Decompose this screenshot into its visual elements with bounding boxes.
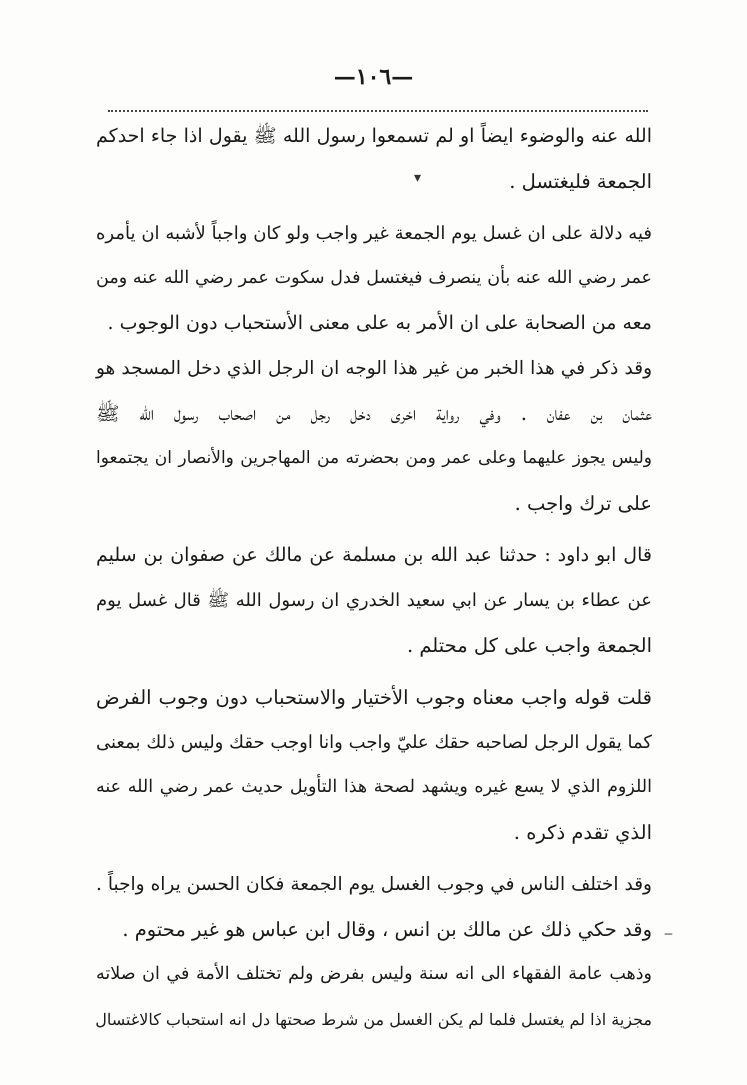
text-line: وليس يجوز عليهما وعلى عمر ومن بحضرته من المهاجرين والأنصار ان يجتمعوا bbox=[96, 448, 652, 468]
paragraph bbox=[96, 211, 652, 346]
text-line: مجزية اذا لم يغتسل فلما لم يكن الغسل من شرط صحتها دل انه استحباب كالاغتسال bbox=[95, 1010, 652, 1029]
text-line: الذي تقدم ذكره . bbox=[513, 821, 652, 844]
body-text bbox=[96, 114, 652, 1042]
text-line: الجمعة واجب على كل محتلم . bbox=[406, 634, 652, 657]
text-line: عثمان بن عفان . وفي رواية اخرى دخل رجل من اصحاب رسول الله ﷺ bbox=[96, 402, 652, 425]
text-line: معه من الصحابة على ان الأمر به على معنى الأستحباب دون الوجوب . bbox=[107, 312, 652, 334]
text-line: وقد اختلف الناس في وجوب الغسل يوم الجمعة فكان الحسن يراه واجباً . bbox=[96, 874, 652, 895]
paragraph bbox=[96, 952, 652, 1042]
paragraph bbox=[96, 675, 652, 855]
text-line: وقد حكي ذلك عن مالك بن انس ، وقال ابن عباس هو غير محتوم . bbox=[122, 918, 652, 941]
text-line: على ترك واجب . bbox=[514, 492, 652, 515]
text-line: الجمعة فليغتسل . bbox=[509, 170, 652, 193]
paragraph bbox=[96, 346, 652, 526]
header-dotted-rule bbox=[108, 110, 648, 112]
page-number: —١٠٦— bbox=[333, 64, 414, 90]
text-line: الله عنه والوضوء ايضاً او لم تسمعوا رسول الله ﷺ يقول اذا جاء احدكم bbox=[96, 125, 652, 147]
text-line: قلت قوله واجب معناه وجوب الأختيار والاستحباب دون وجوب الفرض bbox=[96, 686, 652, 709]
paragraph bbox=[96, 862, 652, 952]
text-line: اللزوم الذي لا يسع غيره ويشهد لصحة هذا التأويل حديث عمر رضي الله عنه bbox=[96, 777, 652, 797]
text-line: وقد ذكر في هذا الخبر من غير هذا الوجه ان الرجل الذي دخل المسجد هو bbox=[96, 358, 652, 379]
ink-speck: ‒ bbox=[664, 926, 673, 942]
text-line: قال ابو داود : حدثنا عبد الله بن مسلمة عن مالك عن صفوان بن سليم bbox=[96, 544, 652, 566]
paragraph bbox=[96, 533, 652, 668]
ink-speck: ▾ bbox=[414, 170, 422, 186]
text-line: فيه دلالة على ان غسل يوم الجمعة غير واجب ولو كان واجباً لأشبه ان يأمره bbox=[96, 223, 652, 244]
text-line: كما يقول الرجل لصاحبه حقك عليّ واجب وانا اوجب حقك وليس ذلك بمعنى bbox=[96, 732, 652, 753]
text-line: عن عطاء بن يسار عن ابي سعيد الخدري ان رسول الله ﷺ قال غسل يوم bbox=[96, 590, 652, 611]
paragraph bbox=[96, 114, 652, 204]
text-line: عمر رضي الله عنه بأن ينصرف فيغتسل فدل سكوت عمر رضي الله عنه ومن bbox=[96, 268, 652, 288]
text-line: وذهب عامة الفقهاء الى انه سنة وليس بفرض ولم تختلف الأمة في ان صلاته bbox=[96, 964, 652, 984]
